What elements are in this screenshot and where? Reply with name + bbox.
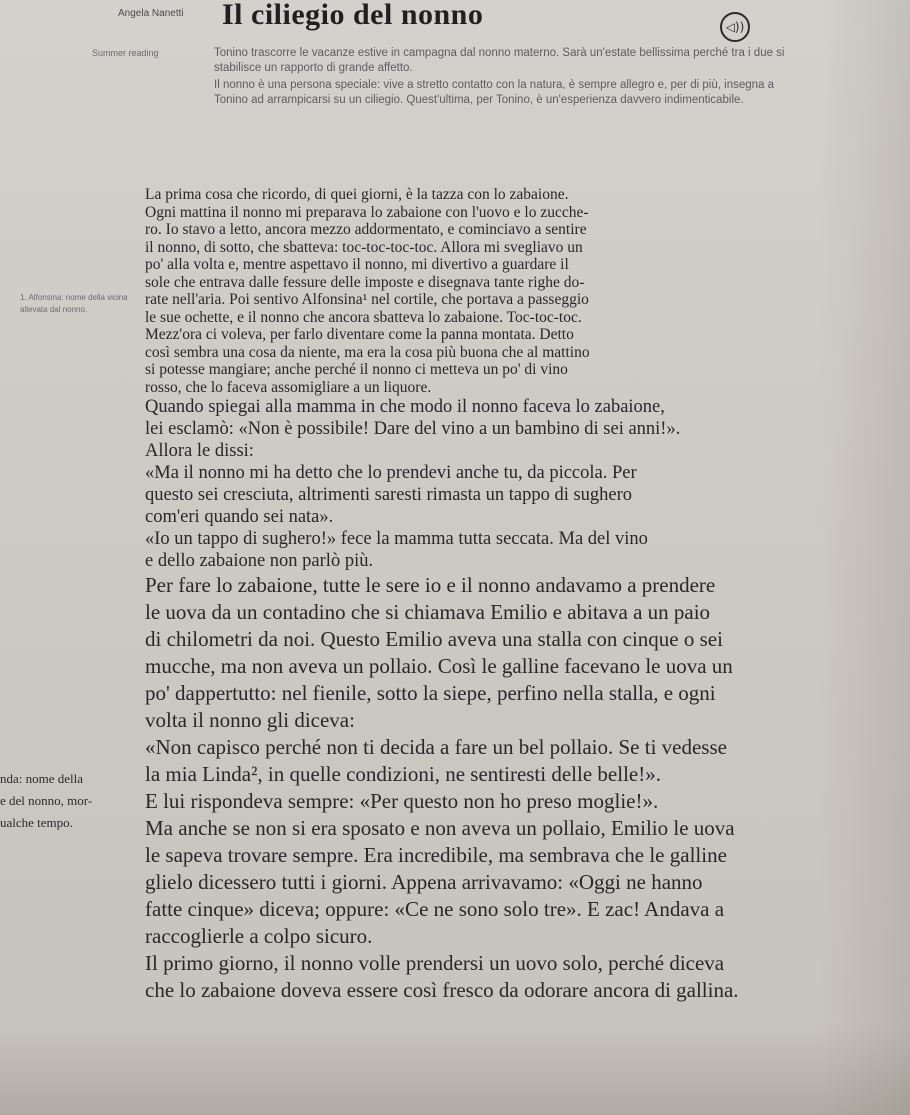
story-line: E lui rispondeva sempre: «Per questo non ho preso moglie!».	[145, 789, 659, 813]
story-line: che lo zabaione doveva essere così fresco da odorare ancora di gallina.	[145, 978, 739, 1002]
story-line: il nonno, di sotto, che sbatteva: toc-toc-toc-toc. Allora mi svegliavo un	[145, 238, 583, 256]
author-name: Angela Nanetti	[118, 8, 184, 19]
story-line: «Ma il nonno mi ha detto che lo prendevi anche tu, da piccola. Per	[145, 463, 637, 483]
story-line: com'eri quando sei nata».	[145, 507, 334, 527]
story-line: le sue ochette, e il nonno che ancora sbatteva lo zabaione. Toc-toc-toc.	[145, 308, 582, 326]
story-line: Quando spiegai alla mamma in che modo il nonno faceva lo zabaione,	[145, 397, 665, 417]
story-line: «Non capisco perché non ti decida a fare un bel pollaio. Se ti vedesse	[145, 735, 727, 759]
footnote-line: e del nonno, mor-	[0, 793, 93, 808]
footnote-line: ualche tempo.	[0, 815, 73, 830]
page-edge-shadow	[820, 0, 910, 1115]
intro-label: Summer reading	[92, 48, 159, 58]
footnote-linda	[0, 768, 118, 834]
audio-speaker-icon[interactable]: ◁))	[720, 12, 750, 42]
footnote-alfonsina: 1. Alfonsina: nome della vicina allevata dal nonno.	[20, 293, 128, 314]
intro-paragraph: Il nonno è una persona speciale: vive a stretto contatto con la natura, è sempre allegro e, per di più, insegna a Tonino ad arrampicarsi su un ciliegio. Quest'ultima, per Tonino, è un'esperienza davvero indimenticabile.	[214, 79, 775, 106]
story-line: di chilometri da noi. Questo Emilio aveva una stalla con cinque o sei	[145, 627, 723, 651]
story-line: po' alla volta e, mentre aspettavo il nonno, mi divertivo a guardare il	[145, 256, 569, 273]
story-line: la mia Linda², in quelle condizioni, ne sentiresti delle belle!».	[145, 762, 661, 786]
story-line: Ogni mattina il nonno mi preparava lo zabaione con l'uovo e lo zucche-	[145, 203, 589, 221]
story-line: questo sei cresciuta, altrimenti saresti rimasta un tappo di sughero	[145, 485, 633, 505]
story-line: «Io un tappo di sughero!» fece la mamma tutta seccata. Ma del vino	[145, 529, 648, 549]
story-line: rate nell'aria. Poi sentivo Alfonsina¹ nel cortile, che portava a passeggio	[145, 291, 589, 308]
story-line: La prima cosa che ricordo, di quei giorni, è la tazza con lo zabaione.	[145, 186, 569, 203]
story-line: volta il nonno gli diceva:	[145, 708, 355, 732]
story-line: sole che entrava dalle fessure delle imposte e disegnava tante righe do-	[145, 273, 585, 291]
story-line: fatte cinque» diceva; oppure: «Ce ne sono solo tre». E zac! Andava a	[145, 897, 725, 921]
story-line: mucche, ma non aveva un pollaio. Così le galline facevano le uova un	[145, 654, 733, 678]
story-line: rosso, che lo faceva assomigliare a un liquore.	[145, 378, 432, 396]
story-line: si potesse mangiare; anche perché il nonno ci metteva un po' di vino	[145, 361, 568, 378]
story-line: le uova da un contadino che si chiamava Emilio e abitava a un paio	[145, 600, 711, 624]
story-line: raccoglierle a colpo sicuro.	[145, 924, 373, 948]
story-line: Allora le dissi:	[145, 441, 254, 461]
story-text	[145, 186, 805, 1004]
story-line: glielo dicessero tutti i giorni. Appena arrivavamo: «Oggi ne hanno	[145, 870, 703, 894]
story-line: Ma anche se non si era sposato e non aveva un pollaio, Emilio le uova	[145, 816, 735, 840]
story-line: Per fare lo zabaione, tutte le sere io e il nonno andavamo a prendere	[145, 573, 716, 597]
page-title: Il ciliegio del nonno	[222, 0, 484, 31]
story-line: Il primo giorno, il nonno volle prendersi un uovo solo, perché diceva	[145, 951, 725, 975]
intro-summary	[214, 46, 790, 110]
story-line: lei esclamò: «Non è possibile! Dare del vino a un bambino di sei anni!».	[145, 419, 681, 439]
story-line: le sapeva trovare sempre. Era incredibile, ma sembrava che le galline	[145, 843, 727, 867]
story-line: e dello zabaione non parlò più.	[145, 551, 374, 571]
story-line: così sembra una cosa da niente, ma era la cosa più buona che al mattino	[145, 343, 590, 361]
page-bottom-shadow	[0, 1025, 910, 1115]
intro-paragraph: Tonino trascorre le vacanze estive in campagna dal nonno materno. Sarà un'estate bellissima perché tra i due si stabilisce un rapporto di grande affetto.	[214, 47, 785, 74]
story-line: Mezz'ora ci voleva, per farlo diventare come la panna montata. Detto	[145, 326, 574, 343]
story-line: po' dappertutto: nel fienile, sotto la siepe, perfino nella stalla, e ogni	[145, 681, 716, 705]
footnote-line: nda: nome della	[0, 771, 84, 786]
story-line: ro. Io stavo a letto, ancora mezzo addormentato, e cominciavo a sentire	[145, 221, 587, 238]
